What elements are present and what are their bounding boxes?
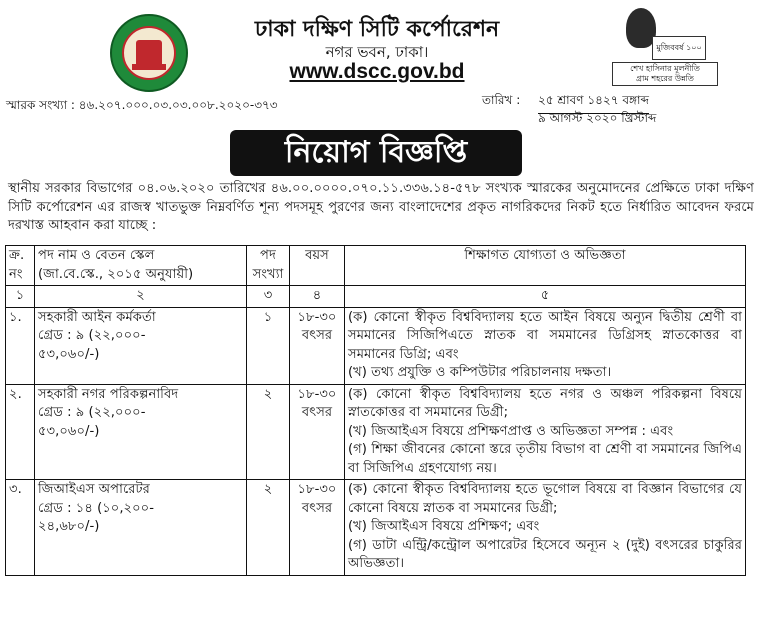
row-age: ১৮-৩০ বৎসর (290, 307, 345, 384)
col-number: ৫ (345, 286, 746, 308)
row-serial: ১. (6, 307, 35, 384)
row-post (35, 480, 247, 576)
row-age: ১৮-৩০ বৎসর (290, 384, 345, 480)
row-qualification: (ক) কোনো স্বীকৃত বিশ্ববিদ্যালয় হতে ভূগোল বিষয়ে বা বিজ্ঞান বিভাগের যে কোনো বিষয়ে স্নাতক বা সমমানের ডিগ্রী; (খ) জিআইএস বিষয়ে প্রশিক্ষণ; এবং (গ) ডাটা এন্ট্রি/কন্ট্রোল অপারেটর হিসেবে অন্যূন ২ (দুই) বৎসরের চাকুরির অভিজ্ঞতা। (345, 480, 746, 576)
row-serial: ২. (6, 384, 35, 480)
col-count-header: পদ সংখ্যা (247, 246, 290, 286)
date-bangla: ২৫ শ্রাবণ ১৪২৭ বঙ্গাব্দ (538, 92, 649, 114)
post-name: জিআইএস অপারেটর (38, 482, 150, 497)
column-number-row (6, 286, 746, 308)
col-number: ১ (6, 286, 35, 308)
vacancy-table (5, 245, 746, 576)
row-count: ২ (247, 480, 290, 576)
org-title: ঢাকা দক্ষিণ সিটি কর্পোরেশন (254, 17, 500, 42)
mujib-borsho-logo (612, 6, 716, 83)
notice-title-banner: নিয়োগ বিজ্ঞপ্তি (230, 130, 522, 176)
col-serial-header: ক্র. নং (6, 246, 35, 286)
row-age: ১৮-৩০ বৎসর (290, 480, 345, 576)
post-grade: ২৪,৬৮০/-) (38, 519, 100, 534)
post-grade: গ্রেড : ১৪ (১০,২০০- (38, 500, 155, 516)
col-number: ৩ (247, 286, 290, 308)
date-label: তারিখ : (482, 93, 521, 107)
dscc-logo (110, 14, 188, 92)
post-grade: ৫৩,০৬০/-) (38, 423, 100, 439)
org-address: নগর ভবন, ঢাকা। (325, 43, 429, 61)
row-serial: ৩. (6, 480, 35, 576)
col-age-header: বয়স (290, 246, 345, 286)
row-qualification: (ক) কোনো স্বীকৃত বিশ্ববিদ্যালয় হতে নগর ও অঞ্চল পরিকল্পনা বিষয়ে স্নাতকোত্তর বা সমমানের ডিগ্রী; (খ) জিআইএস বিষয়ে প্রশিক্ষণপ্রাপ্ত ও অভিজ্ঞতা সম্পন্ন : এবং (গ) শিক্ষা জীবনের কোনো স্তরে তৃতীয় বিভাগ বা শ্রেণী বা সমমানের জিপিএ বা সিজিপিএ গ্রহণযোগ্য নয়। (345, 384, 746, 480)
table-row (6, 480, 746, 576)
col-qualification-header: শিক্ষাগত যোগ্যতা ও অভিজ্ঞতা (345, 246, 746, 286)
post-name: সহকারী আইন কর্মকর্তা (38, 309, 156, 325)
post-grade: ৫৩,০৬০/-) (38, 346, 100, 362)
memo-number: স্মারক সংখ্যা : ৪৬.২০৭.০০০.০৩.০৩.০০৮.২০২০-৩৭৩ (6, 98, 278, 112)
row-post (35, 384, 247, 480)
table-row (6, 384, 746, 480)
row-qualification: (ক) কোনো স্বীকৃত বিশ্ববিদ্যালয় হতে আইন বিষয়ে অন্যুন দ্বিতীয় শ্রেণী বা সমমানের সিজিপিএতে স্নাতক বা সমমানের ডিগ্রিসহ স্নাতকোত্তর বা সমমানের ডিগ্রি; এবং (খ) তথ্য প্রযুক্তি ও কম্পিউটার পরিচালনায় দক্ষতা। (345, 307, 746, 384)
col-post-header: পদ নাম ও বেতন স্কেল (জা.বে.স্কে., ২০১৫ অনুযায়ী) (35, 246, 247, 286)
post-name: সহকারী নগর পরিকল্পনাবিদ (38, 386, 179, 402)
logo-caption-line-1: শেখ হাসিনার মূলনীতি (630, 64, 700, 73)
post-grade: গ্রেড : ৯ (২২,০০০- (38, 405, 146, 420)
table-header-row (6, 246, 746, 286)
mujib-100-badge: মুজিববর্ষ ১০০ (652, 36, 706, 60)
date-english: ৯ আগস্ট ২০২০ খ্রিস্টাব্দ (538, 111, 657, 125)
col-number: ৪ (290, 286, 345, 308)
website-link[interactable]: www.dscc.gov.bd (289, 60, 465, 83)
logo-caption-line-2: গ্রাম শহরের উন্নতি (636, 74, 694, 83)
row-count: ১ (247, 307, 290, 384)
logo-caption (612, 62, 718, 86)
col-number: ২ (35, 286, 247, 308)
row-count: ২ (247, 384, 290, 480)
intro-paragraph: স্থানীয় সরকার বিভাগের ০৪.০৬.২০২০ তারিখের ৪৬.০০.০০০০.০৭০.১১.৩৩৬.১৪-৫৭৮ সংখ্যক স্মারকের অনুমোদনের প্রেক্ষিতে ঢাকা দক্ষিণ সিটি কর্পোরেশন এর রাজস্ব খাতভুক্ত নিম্নবর্ণিত শূন্য পদসমূহ পুরণের জন্য বাংলাদেশের প্রকৃত নাগরিকদের নিকট হতে নির্ধারিত আবেদন ফরমে দরখাস্ত আহবান করা যাচ্ছে : (8, 181, 754, 233)
post-grade: গ্রেড : ৯ (২২,০০০- (38, 328, 146, 343)
table-row (6, 307, 746, 384)
row-post (35, 307, 247, 384)
